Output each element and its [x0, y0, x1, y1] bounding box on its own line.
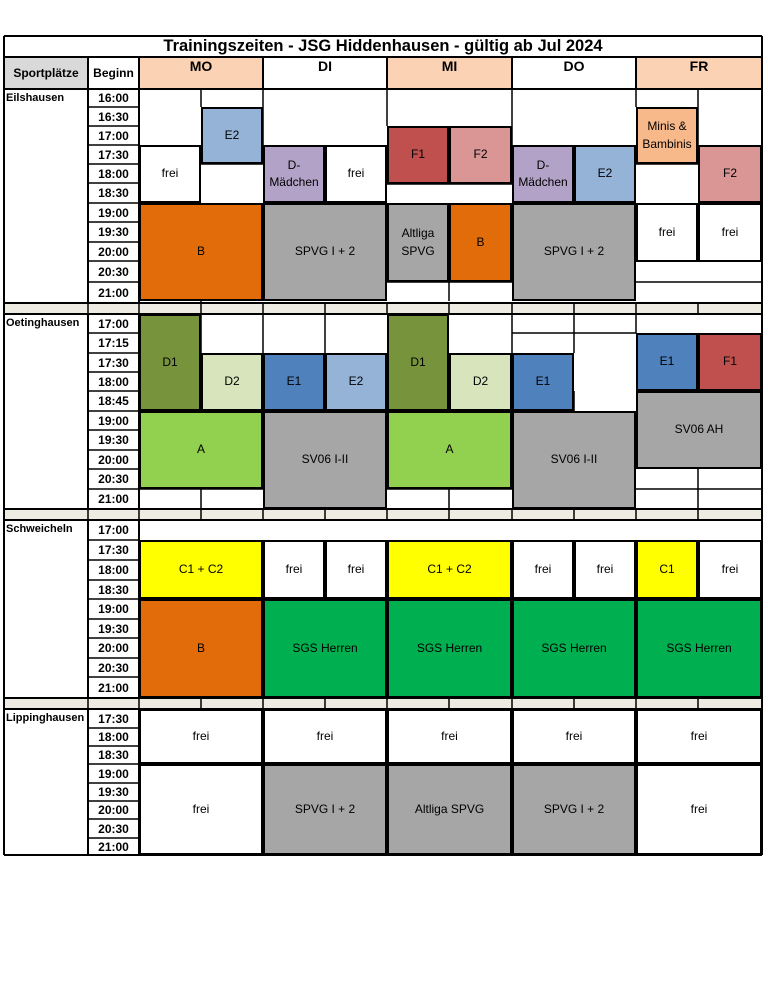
training-slot-label: D2 [224, 374, 240, 389]
training-slot-label: E1 [659, 354, 675, 369]
training-slot [139, 411, 263, 489]
training-slot-label: F1 [410, 147, 425, 162]
training-slot [139, 145, 201, 203]
header-sportplaetze: Sportplätze [4, 57, 88, 89]
training-slot-label: frei [690, 801, 708, 816]
time-label: 21:00 [98, 839, 129, 854]
training-slot-label: E1 [286, 374, 302, 389]
time-label: 18:00 [98, 374, 129, 389]
training-slot [263, 709, 387, 764]
training-slot-label: Altliga SPVG [401, 226, 435, 258]
training-slot-label: E2 [224, 127, 240, 142]
training-slot-label: A [445, 442, 454, 457]
training-slot [636, 599, 762, 698]
training-slot-label: SPVG I + 2 [294, 244, 356, 259]
training-slot-label: frei [690, 728, 708, 743]
training-slot-label: frei [192, 728, 210, 743]
time-label: 18:30 [98, 582, 129, 597]
training-slot-label: Altliga SPVG [414, 801, 485, 816]
training-slot [387, 764, 512, 855]
time-label: 19:30 [98, 225, 129, 239]
training-slot-label: F2 [722, 166, 737, 181]
training-slot-label: Minis & Bambinis [642, 119, 692, 151]
training-slot [698, 540, 762, 599]
time-label: 19:00 [98, 413, 129, 428]
time-label: 19:00 [98, 602, 129, 616]
training-slot-label: D2 [472, 374, 489, 389]
section-separator [4, 509, 762, 520]
training-slot-label: A [196, 442, 205, 457]
training-slot [263, 203, 387, 301]
training-slot [263, 764, 387, 855]
training-slot [201, 107, 263, 164]
training-slot [512, 764, 636, 855]
training-slot-label: D- Mädchen [269, 157, 319, 189]
time-label: 19:00 [98, 766, 129, 781]
training-slot [449, 126, 512, 184]
page-title: Trainingszeiten - JSG Hiddenhausen - gültig ab Jul 2024 [163, 37, 603, 55]
training-slot [387, 709, 512, 764]
training-slot [698, 333, 762, 391]
training-slot-label: frei [161, 166, 179, 181]
training-slot [636, 203, 698, 262]
training-slot-label: SV06 I-II [550, 452, 598, 467]
training-slot-label: E2 [597, 166, 613, 181]
section-separator [4, 303, 762, 314]
time-label: 17:00 [98, 316, 129, 331]
time-label: 17:15 [98, 336, 129, 350]
training-slot-label: D1 [410, 354, 426, 369]
time-label: 19:30 [98, 785, 129, 799]
time-label: 17:00 [98, 523, 129, 537]
time-label: 18:45 [98, 394, 129, 408]
time-label: 17:00 [98, 128, 129, 143]
training-slot-label: SPVG I + 2 [543, 801, 605, 816]
time-label: 18:30 [98, 186, 129, 200]
training-slot-label: frei [316, 728, 334, 743]
training-slot-label: SGS Herren [416, 640, 483, 655]
time-label: 18:00 [98, 730, 129, 744]
training-slot [512, 540, 574, 599]
training-slot [512, 145, 574, 203]
training-slot-label: D- Mädchen [518, 157, 568, 189]
time-label: 21:00 [98, 285, 129, 300]
time-label: 17:30 [98, 543, 129, 557]
training-slot [139, 764, 263, 855]
training-slot [512, 411, 636, 509]
time-label: 16:00 [98, 91, 129, 105]
training-slot [512, 709, 636, 764]
training-slot [512, 353, 574, 411]
training-slot [139, 314, 201, 411]
training-slot [263, 353, 325, 411]
section-name: Eilshausen [6, 92, 65, 104]
training-slot-label: F2 [473, 147, 488, 162]
training-slot [387, 540, 512, 599]
training-slot [387, 203, 449, 282]
section-name: Schweicheln [6, 523, 73, 535]
training-slot-label: frei [658, 224, 676, 239]
training-slot-label: E1 [535, 374, 551, 389]
training-slot [139, 709, 263, 764]
time-label: 20:00 [98, 803, 129, 817]
training-slot [636, 709, 762, 764]
training-slot [139, 203, 263, 301]
training-slot-label: SGS Herren [541, 640, 607, 655]
training-slot [263, 599, 387, 698]
time-label: 19:30 [98, 621, 129, 636]
day-header-fr: FR [636, 57, 762, 89]
day-header-mi: MI [387, 57, 512, 89]
training-slot [636, 391, 762, 469]
training-slot-label: SPVG I + 2 [294, 801, 356, 816]
time-label: 20:30 [98, 472, 129, 486]
training-slot [325, 540, 387, 599]
training-slot-label: E2 [348, 374, 364, 389]
training-slot [263, 411, 387, 509]
day-header-do: DO [512, 57, 636, 89]
training-slot [636, 107, 698, 164]
time-label: 17:30 [98, 355, 129, 370]
training-slot [387, 314, 449, 411]
training-slot [574, 540, 636, 599]
training-slot-label: SV06 I-II [301, 452, 349, 467]
training-slot [201, 353, 263, 411]
time-label: 16:30 [98, 109, 129, 124]
training-slot [636, 764, 762, 855]
training-slot [325, 353, 387, 411]
training-slot-label: frei [721, 561, 739, 576]
training-slot-label: B [196, 244, 205, 259]
time-label: 20:30 [98, 660, 129, 675]
training-slot [139, 540, 263, 599]
time-label: 18:00 [98, 166, 129, 181]
training-slot [263, 145, 325, 203]
time-label: 18:30 [98, 748, 129, 762]
training-slot [698, 203, 762, 262]
training-slot-label: C1 [659, 561, 675, 576]
training-slot-label: F1 [722, 354, 737, 369]
training-slot-label: frei [347, 561, 365, 576]
training-slot [263, 540, 325, 599]
training-slot-label: frei [192, 801, 210, 816]
time-label: 20:00 [98, 244, 129, 259]
time-label: 19:30 [98, 433, 129, 447]
time-label: 18:00 [98, 563, 129, 577]
training-slot [698, 145, 762, 203]
training-slot [139, 599, 263, 698]
training-slot-label: D1 [162, 354, 178, 369]
training-slot-label: frei [347, 166, 365, 181]
training-slot-label: frei [285, 561, 303, 576]
training-slot [449, 203, 512, 282]
training-slot-label: frei [441, 728, 458, 743]
training-slot-label: SGS Herren [666, 640, 732, 655]
training-slot [325, 145, 387, 203]
training-slot [636, 333, 698, 391]
training-slot-label: frei [565, 728, 583, 743]
day-header-di: DI [263, 57, 387, 89]
day-header-mo: MO [139, 57, 263, 89]
training-slot-label: frei [596, 561, 614, 576]
training-slot-label: SPVG I + 2 [543, 244, 605, 259]
time-label: 21:00 [98, 492, 129, 506]
time-label: 20:30 [98, 264, 129, 279]
time-label: 20:00 [98, 641, 129, 655]
training-slot-label: C1 + C2 [427, 561, 472, 576]
time-label: 19:00 [98, 205, 129, 220]
training-slot-label: C1 + C2 [178, 561, 224, 576]
training-slot [449, 353, 512, 411]
training-slot-label: frei [721, 224, 739, 239]
training-slot [512, 599, 636, 698]
training-slot-label: SV06 AH [674, 422, 724, 437]
training-slot [636, 540, 698, 599]
time-label: 17:30 [98, 147, 129, 162]
training-slot [387, 126, 449, 184]
training-slot [574, 145, 636, 203]
training-slot-label: B [196, 640, 205, 655]
section-name: Oetinghausen [6, 317, 80, 329]
training-slot [387, 599, 512, 698]
time-label: 17:30 [98, 711, 129, 726]
training-slot-label: B [476, 234, 485, 249]
time-label: 21:00 [98, 680, 129, 695]
time-label: 20:30 [98, 821, 129, 836]
section-name: Lippinghausen [6, 712, 85, 724]
training-slot-label: SGS Herren [292, 640, 358, 655]
time-label: 20:00 [98, 452, 129, 467]
training-slot [512, 203, 636, 301]
section-separator [4, 698, 762, 709]
training-slot [387, 411, 512, 489]
header-beginn: Beginn [93, 66, 134, 80]
training-slot-label: frei [534, 561, 552, 576]
